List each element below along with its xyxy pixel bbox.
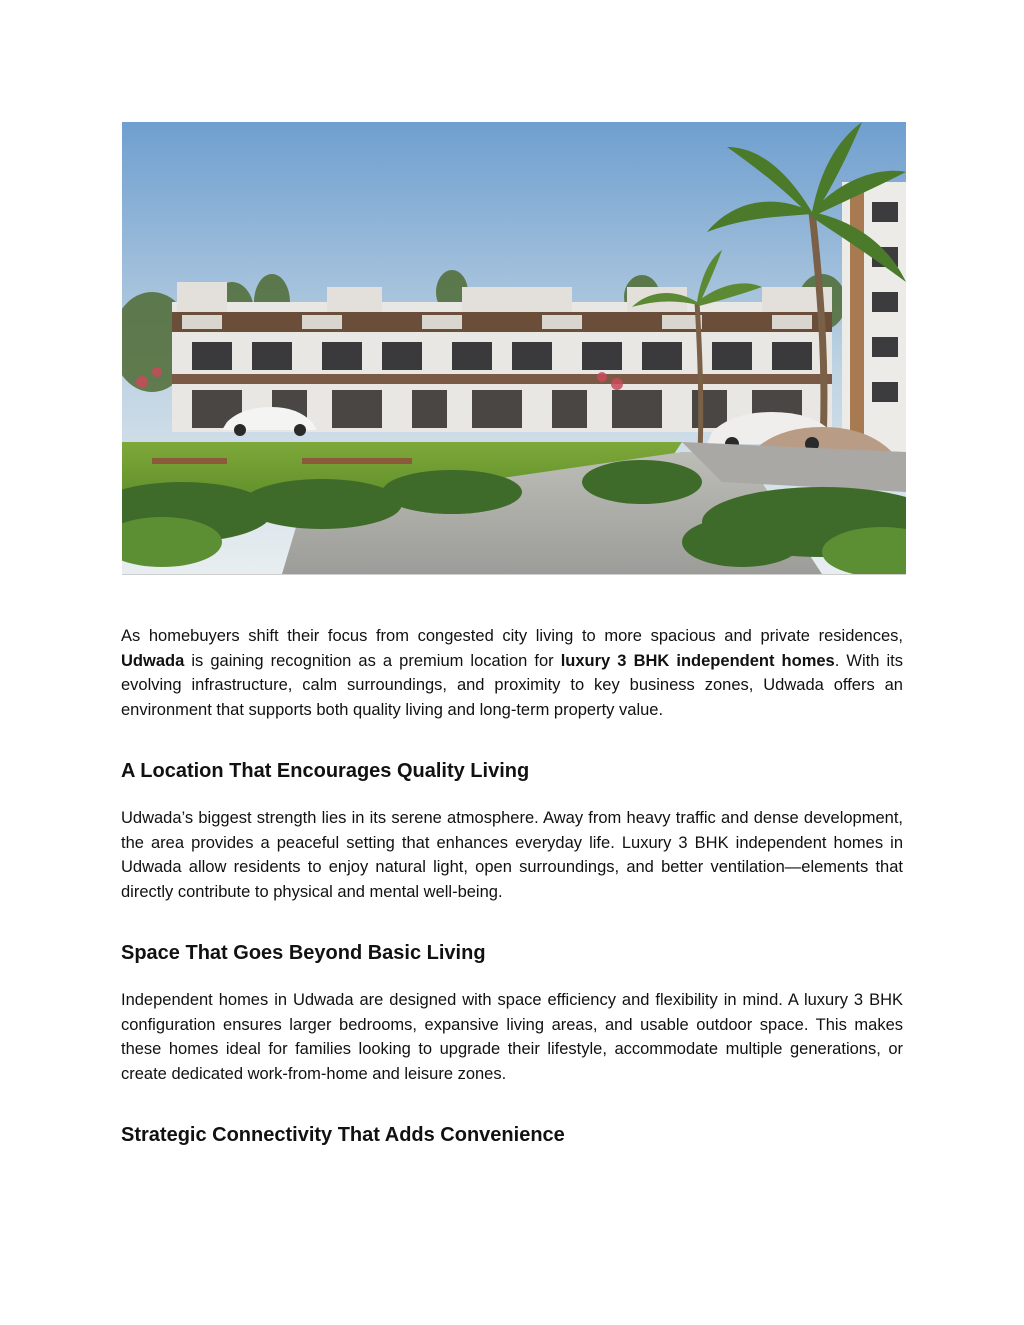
section-heading-connectivity: Strategic Connectivity That Adds Convenience <box>121 1124 565 1146</box>
hero-illustration <box>122 122 906 574</box>
intro-paragraph <box>121 624 903 722</box>
hero-image <box>122 122 906 575</box>
section-body-location: Udwada’s biggest strength lies in its serene atmosphere. Away from heavy traffic and dense development, the area provides a peaceful setting that enhances everyday life. Luxury 3 BHK independent homes in Udwada allow residents to enjoy natural light, open surroundings, and better ventilation—elements that directly contribute to physical and mental well-being. <box>121 809 903 901</box>
intro-bold-location: Udwada <box>121 651 185 670</box>
apartment-building <box>842 182 906 472</box>
intro-text-1: As homebuyers shift their focus from congested city living to more spacious and private residences, <box>121 627 903 645</box>
section-heading-location: A Location That Encourages Quality Living <box>121 760 530 782</box>
intro-text-3: . With its evolving infrastructure, calm surroundings, and proximity to key business zones, Udwada offers an environment that supports both quality living and long-term property value. <box>121 651 903 719</box>
intro-bold-product: luxury 3 BHK independent homes <box>560 651 835 670</box>
intro-text-2: is gaining recognition as a premium location for <box>184 651 561 670</box>
section-heading-space: Space That Goes Beyond Basic Living <box>121 942 486 964</box>
article-body <box>121 624 903 1148</box>
section-body-space: Independent homes in Udwada are designed with space efficiency and flexibility in mind. A luxury 3 BHK configuration ensures larger bedrooms, expansive living areas, and usable outdoor space. This makes these homes ideal for families looking to upgrade their lifestyle, accommodate multiple generations, or create dedicated work-from-home and leisure zones. <box>121 991 903 1083</box>
